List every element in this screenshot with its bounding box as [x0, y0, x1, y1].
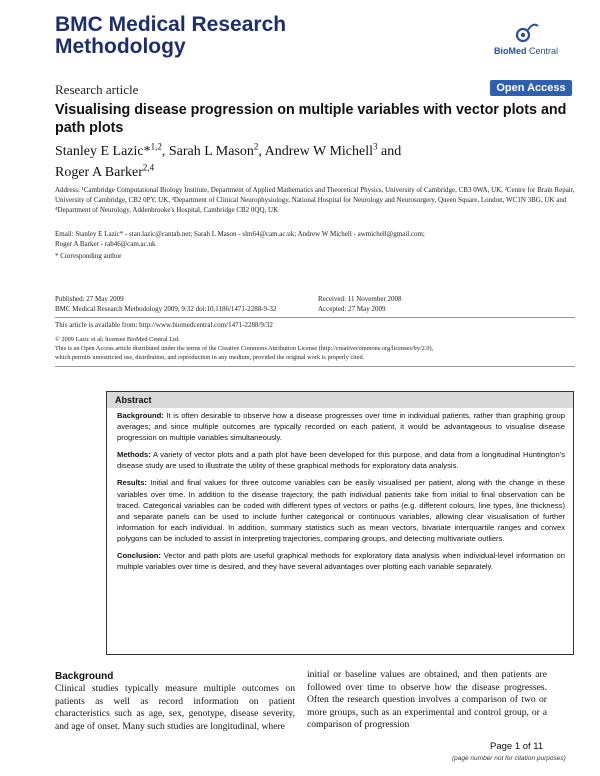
- accepted-date: Accepted: 27 May 2009: [318, 305, 386, 313]
- author: Roger A Barker$^{2,4}$: [55, 162, 155, 181]
- page-number: Page 1 of 11: [490, 741, 544, 752]
- biomed-central-logo-icon: [511, 20, 541, 44]
- journal-title: [55, 14, 375, 58]
- abstract-box: [106, 391, 574, 655]
- received-accepted-dates: [318, 294, 402, 314]
- author: Andrew W Michell$^3$ and: [264, 141, 402, 159]
- author-list: [55, 138, 535, 181]
- citation: BMC Medical Research Methodology 2009, 9:32 doi:10.1186/1471-2288-9-32: [55, 305, 277, 313]
- copyright: © 2009 Lazic et al; licensee BioMed Central Ltd.: [55, 336, 180, 343]
- publisher-logo: [486, 20, 566, 56]
- abstract-section-results: Results: Initial and final values for three outcome variables can be easily visualised per patient, along with the change in these variables over time. In addition to the disease trajectory, the path individual patients take from initial to final observation can be traced. Categorical variables can be coded with different types of vectors or paths (e.g. different colours, line types, line thickness) and separate panels can be used to include further categorical or continuous variables, allowing clear visualisation of further information for each individual. In addition, summary statistics such as mean vectors, bivariate interquartile ranges and convex polygons can be included to assist in interpreting trajectories, comparing groups, and detecting multivariate outliers.: [117, 478, 565, 543]
- author: Stanley E Lazic*$^{1,2}$,: [55, 141, 169, 159]
- published-date: Published: 27 May 2009 BMC Medical Research Methodology 2009, 9:32 doi:10.1186/1471-2288-9-32: [55, 295, 277, 313]
- abstract-section-background: Background: It is often desirable to observe how a disease progresses over time in individual patients, rather than graphing group averages; and since multiple outcomes are typically recorded on each patient, it would be advantageous to visualise disease progression on multiple variables simultaneously.: [117, 411, 565, 443]
- publisher-name: BioMed Central: [493, 46, 558, 56]
- body-column-right: initial or baseline values are obtained, and then patients are followed over time to observe how the disease progresses. Often the research question involves a comparison of two or more groups, such as an experimental and control group, or a comparison of progression: [307, 669, 547, 731]
- abstract-heading: Abstract: [107, 392, 573, 408]
- abstract-body: [107, 408, 573, 572]
- author-emails: Email: Stanley E Lazic* - stan.lazic@cantab.net; Sarah L Mason - slm64@cam.ac.uk; Andrew W Michell - awmichell@gmail.com; Roger A Barker - rab46@cam.ac.uk: [55, 230, 425, 248]
- article-type: Research article: [55, 82, 139, 97]
- section-heading-background: Background: [55, 671, 114, 682]
- article-title: Visualising disease progression on multiple variables with vector plots and path plots: [55, 102, 567, 136]
- abstract-section-conclusion: Conclusion: Vector and path plots are useful graphical methods for exploratory data analysis when individual-level information on multiple variables over time is desired, and they have several advantages over plotting each variable separately.: [117, 551, 565, 572]
- abstract-section-methods: Methods: A variety of vector plots and a path plot have been developed for this purpose, and data from a longitudinal Huntington's disease study are used to illustrate the utility of these graphical methods for exploratory data analysis.: [117, 450, 565, 471]
- article-availability: This article is available from: http://www.biomedcentral.com/1471-2288/9/32: [55, 321, 273, 329]
- corresponding-author-note: * Corresponding author: [55, 252, 122, 260]
- divider: [55, 366, 575, 367]
- divider: [55, 317, 575, 318]
- body-column-left: Clinical studies typically measure multiple outcomes on patients as well as record information on patient characteristics such as age, sex, genotype, disease severity, and age of onset. Many such studies are longitudinal, where: [55, 683, 295, 732]
- license-block: © 2009 Lazic et al; licensee BioMed Central Ltd. This is an Open Access article distributed under the terms of the Creative Commons Attribution License (http://creativecommons.org/licenses/by/2.0), which permits unrestricted use, distribution, and reproduction in any medium, provided the original work is properly cited.: [55, 335, 575, 362]
- affiliations: Address: ¹Cambridge Computational Biology Institute, Department of Applied Mathematics and Theoretical Physics, University of Cambridge, CB3 0WA, UK, ²Centre for Brain Repair, University of Cambridge, CB2 0PY, UK, ³Department of Clinical Neurophysiology, National Hospital for Neurology and Neurosurgery, Queen Square, London, WC1N 3BG, UK and ⁴Department of Neurology, Addenbrooke's Hospital, Cambridge CB2 0QQ, UK: [55, 186, 575, 214]
- page-number-note: (page number not for citation purposes): [452, 755, 566, 762]
- journal-title-line1: BMC Medical Research: [55, 13, 287, 36]
- open-access-badge: Open Access: [490, 80, 572, 96]
- journal-title-line2: Methodology: [55, 35, 186, 58]
- received-date: Received: 11 November 2008: [318, 295, 402, 303]
- author: Sarah L Mason$^2$,: [168, 141, 265, 159]
